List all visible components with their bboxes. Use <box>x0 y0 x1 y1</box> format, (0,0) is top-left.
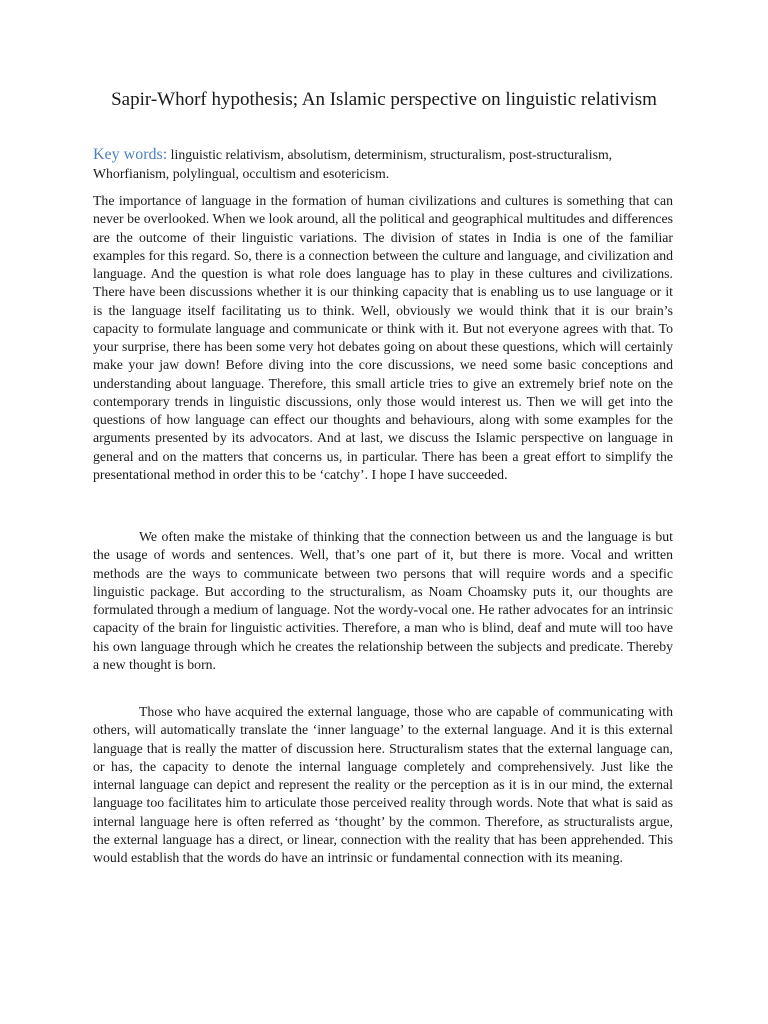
body-paragraph-3: Those who have acquired the external language, those who are capable of communicating with others, will automatically translate the ‘inner language’ to the external language. And it is this external language that is really the matter of discussion here. Structuralism states that the external language can, or has, the capacity to denote the internal language completely and comprehensively. Just like the internal language can depict and represent the reality or the perception as it is in our mind, the external language too facilitates him to articulate those perceived reality through words. Note that what is said as internal language here is often referred as ‘thought’ by the common. Therefore, as structuralists argue, the external language has a direct, or linear, connection with the reality that has been apprehended. This would establish that the words do have an intrinsic or fundamental connection with its meaning. <box>93 704 673 865</box>
keywords-line <box>93 145 673 183</box>
body-paragraph-1: The importance of language in the formation of human civilizations and cultures is something that can never be overlooked. When we look around, all the political and geographical multitudes and differences are the outcome of their linguistic variations. The division of states in India is one of the familiar examples for this regard. So, there is a connection between the culture and language, and civilization and language. And the question is what role does language has to play in these cultures and civilizations. There have been discussions whether it is our thinking capacity that is enabling us to use language or it is the language itself facilitating us to think. Well, obviously we would think that it is our brain’s capacity to formulate language and communicate or think with it. But not everyone agrees with that. To your surprise, there has been some very hot debates going on about these questions, which will certainly make your jaw down! Before diving into the core discussions, we need some basic conceptions and understanding about language. Therefore, this small article tries to give an extremely brief note on the contemporary trends in linguistic discussions, only those would interest us. Then we will get into the questions of how language can effect our thoughts and behaviours, along with some examples for the arguments presented by its advocators. And at last, we discuss the Islamic perspective on language in general and on the matters that concerns us, in particular. There has been a great effort to simplify the presentational method in order this to be ‘catchy’. I hope I have succeeded. <box>93 193 673 482</box>
page-title: Sapir-Whorf hypothesis; An Islamic perspective on linguistic relativism <box>111 89 657 110</box>
keywords-text: linguistic relativism, absolutism, determinism, structuralism, post-structuralism, Whorfianism, polylingual, occultism and esotericism. <box>93 147 613 181</box>
body-paragraph-2: We often make the mistake of thinking that the connection between us and the language is but the usage of words and sentences. Well, that’s one part of it, but there is more. Vocal and written methods are the ways to communicate between two persons that will require words and a specific linguistic package. But according to the structuralism, as Noam Choamsky puts it, our thoughts are formulated through a medium of language. Not the wordy-vocal one. He rather advocates for an intrinsic capacity of the brain for linguistic activities. Therefore, a man who is blind, deaf and mute will too have his own language through which he creates the relationship between the subjects and predicate. Thereby a new thought is born. <box>93 529 673 672</box>
keywords-label: Key words: <box>93 146 168 163</box>
